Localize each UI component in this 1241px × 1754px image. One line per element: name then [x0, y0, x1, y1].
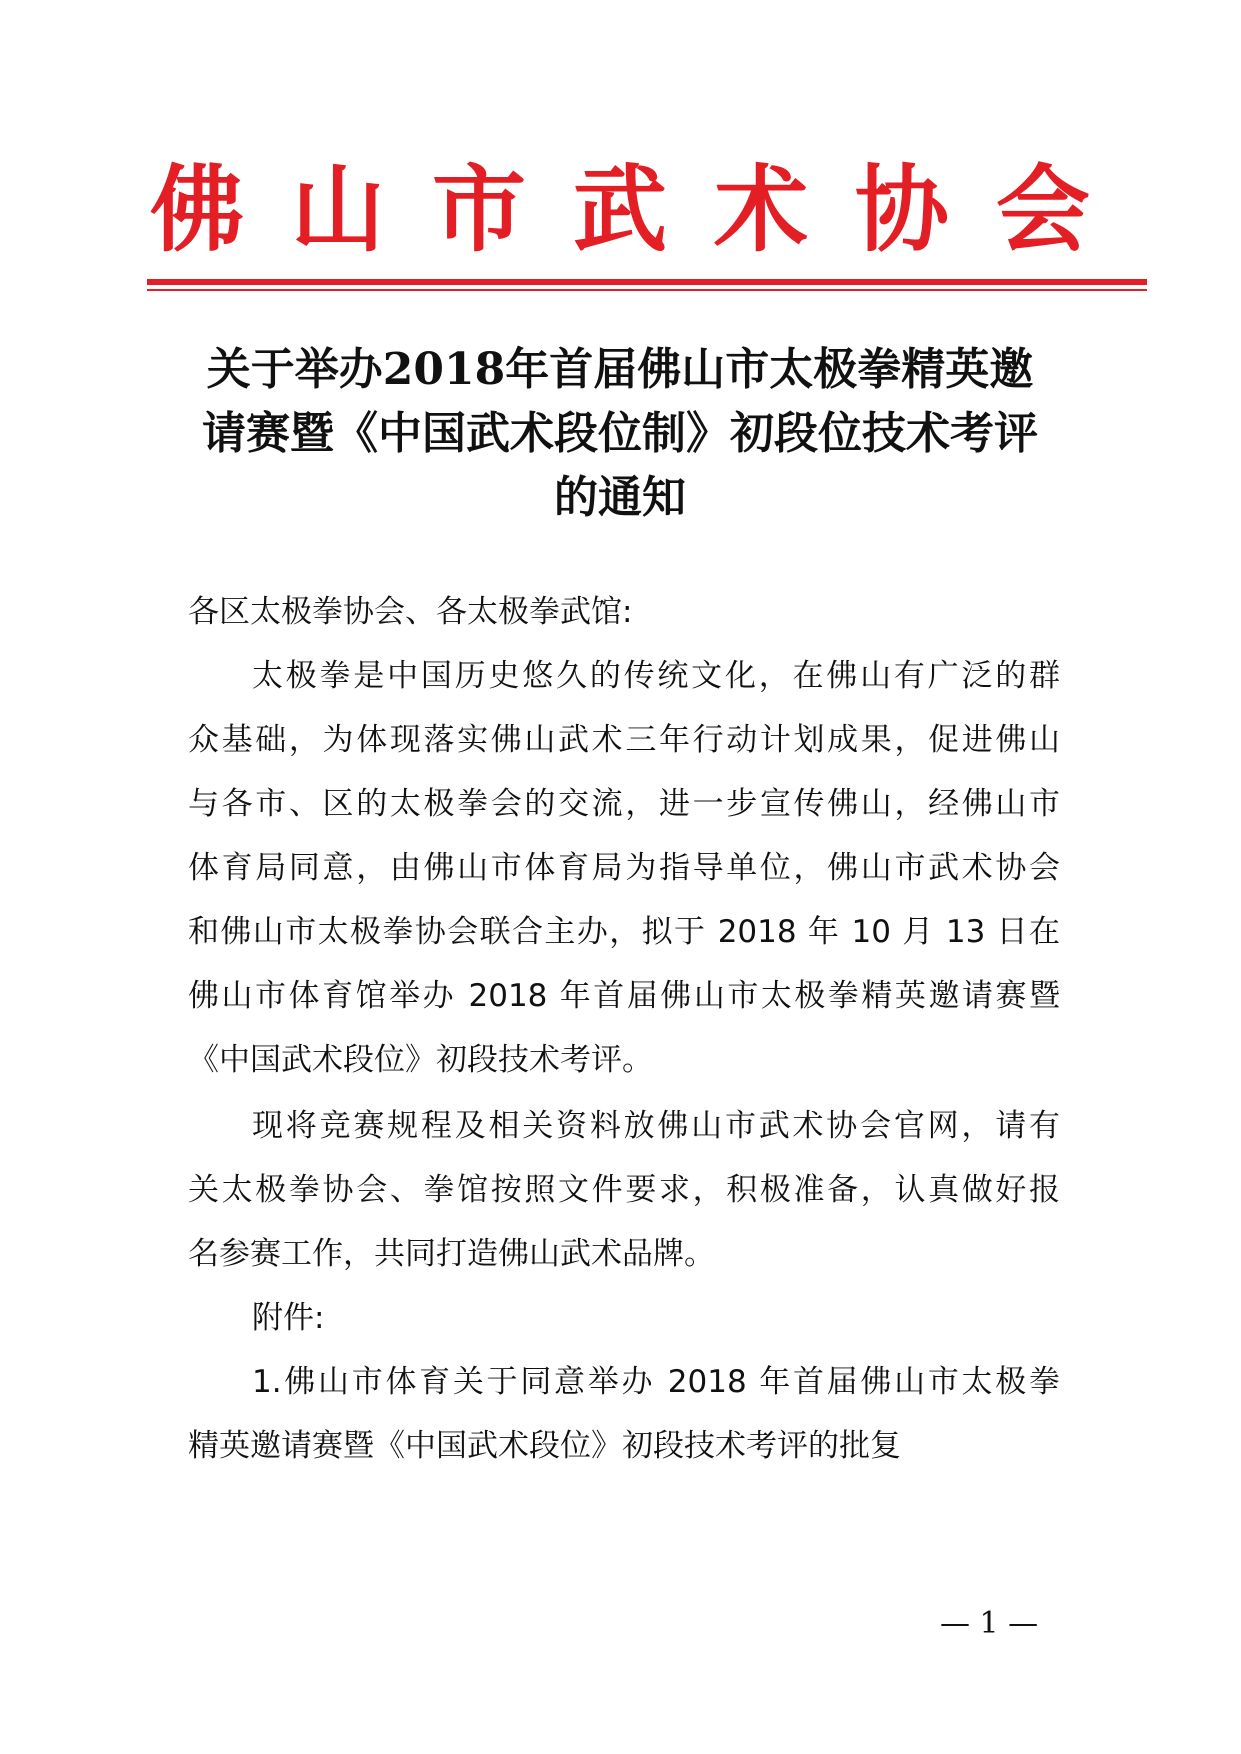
- letterhead-char: 武: [572, 155, 667, 265]
- letterhead-char: 协: [854, 155, 949, 265]
- paragraph-line: 佛山市体育馆举办 2018 年首届佛山市太极拳精英邀请赛暨: [188, 978, 1060, 1014]
- salutation-text: 各区太极拳协会、各太极拳武馆:: [188, 594, 633, 630]
- letterhead-char: 市: [431, 155, 526, 265]
- page-number: — 1 —: [940, 1606, 1039, 1641]
- paragraph-line: 体育局同意，由佛山市体育局为指导单位，佛山市武术协会: [188, 850, 1060, 886]
- organization-letterhead: [150, 155, 1090, 265]
- paragraph-1: [188, 644, 1060, 1092]
- letterhead-char: 会: [995, 155, 1090, 265]
- paragraph-2: [188, 1094, 1060, 1286]
- attachments-label-text: 附件:: [252, 1300, 325, 1336]
- letterhead-divider-thin: [147, 289, 1147, 291]
- title-line: 关于举办2018年首届佛山市太极拳精英邀: [206, 344, 1034, 395]
- paragraph-line: 关太极拳协会、拳馆按照文件要求，积极准备，认真做好报: [188, 1172, 1060, 1208]
- title-line: 的通知: [554, 472, 686, 523]
- letterhead-char: 术: [713, 155, 808, 265]
- paragraph-line: 《中国武术段位》初段技术考评。: [188, 1042, 653, 1078]
- paragraph-line: 现将竞赛规程及相关资料放佛山市武术协会官网，请有: [252, 1108, 1060, 1144]
- attachment-item: [188, 1350, 1060, 1478]
- attachment-line: 1.佛山市体育关于同意举办 2018 年首届佛山市太极拳: [252, 1364, 1060, 1400]
- title-line: 请赛暨《中国武术段位制》初段位技术考评: [202, 408, 1038, 459]
- attachment-line: 精英邀请赛暨《中国武术段位》初段技术考评的批复: [188, 1428, 901, 1464]
- paragraph-line: 太极拳是中国历史悠久的传统文化，在佛山有广泛的群: [252, 658, 1060, 694]
- paragraph-line: 众基础，为体现落实佛山武术三年行动计划成果，促进佛山: [188, 722, 1060, 758]
- letterhead-divider-thick: [147, 279, 1147, 285]
- letterhead-char: 山: [290, 155, 385, 265]
- letterhead-char: 佛: [150, 155, 245, 265]
- paragraph-line: 与各市、区的太极拳会的交流，进一步宣传佛山，经佛山市: [188, 786, 1060, 822]
- attachments-label: [188, 1286, 1060, 1350]
- paragraph-line: 名参赛工作，共同打造佛山武术品牌。: [188, 1236, 715, 1272]
- document-title: [160, 338, 1080, 530]
- paragraph-line: 和佛山市太极拳协会联合主办，拟于 2018 年 10 月 13 日在: [188, 914, 1060, 950]
- salutation: [188, 580, 1060, 644]
